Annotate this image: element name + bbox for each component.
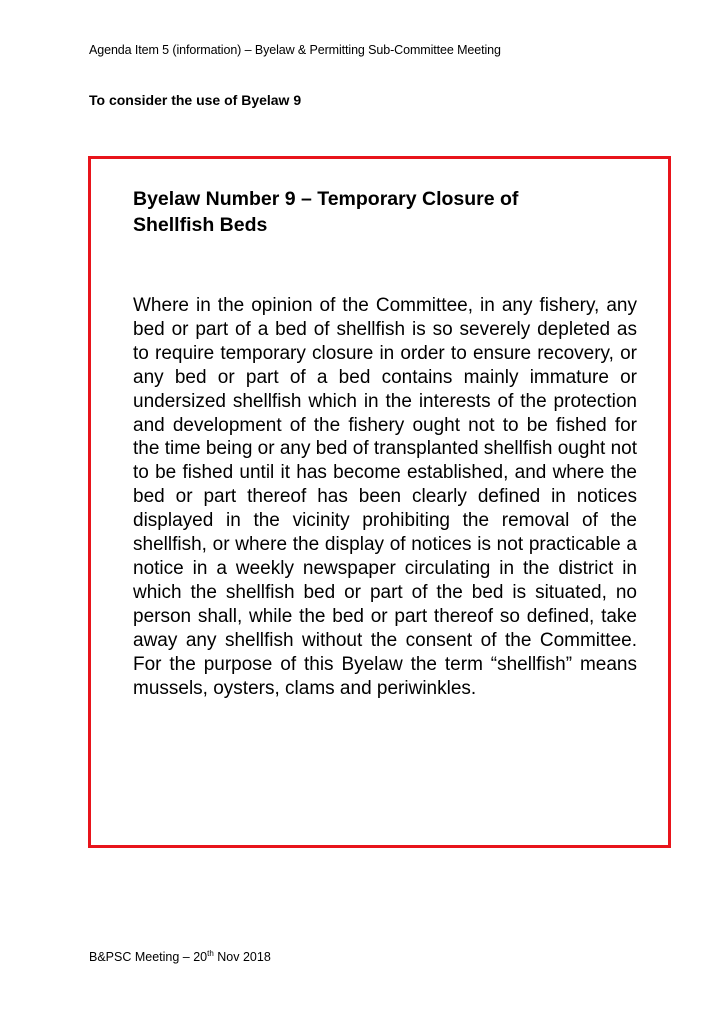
footer-date-ordinal: th xyxy=(207,948,214,958)
page-subheading: To consider the use of Byelaw 9 xyxy=(89,92,302,108)
footer-date-prefix: B&PSC Meeting – 20 xyxy=(89,950,208,964)
page-footer xyxy=(89,950,271,964)
byelaw-body: Where in the opinion of the Committee, in any fishery, any bed or part of a bed of shellfish is so severely depleted as to require temporary closure in order to ensure recovery, or any bed or part of a bed contains mainly immature or undersized shellfish which in the interests of the protection and development of the fishery ought not to be fished for the time being or any bed of transplanted shellfish ought not to be fished until it has become established, and where the bed or part thereof has been clearly defined in notices displayed in the vicinity prohibiting the removal of the shellfish, or where the display of notices is not practicable a notice in a weekly newspaper circulating in the district in which the shellfish bed or part of the bed is situated, no person shall, while the bed or part thereof so defined, take away any shellfish without the consent of the Committee. For the purpose of this Byelaw the term “shellfish” means mussels, oysters, clams and periwinkles. xyxy=(133,295,637,699)
page-header: Agenda Item 5 (information) – Byelaw & Permitting Sub-Committee Meeting xyxy=(89,43,501,57)
byelaw-title: Byelaw Number 9 – Temporary Closure of Shellfish Beds xyxy=(133,188,519,236)
footer-date-suffix: Nov 2018 xyxy=(213,950,271,964)
byelaw-box xyxy=(88,156,671,848)
